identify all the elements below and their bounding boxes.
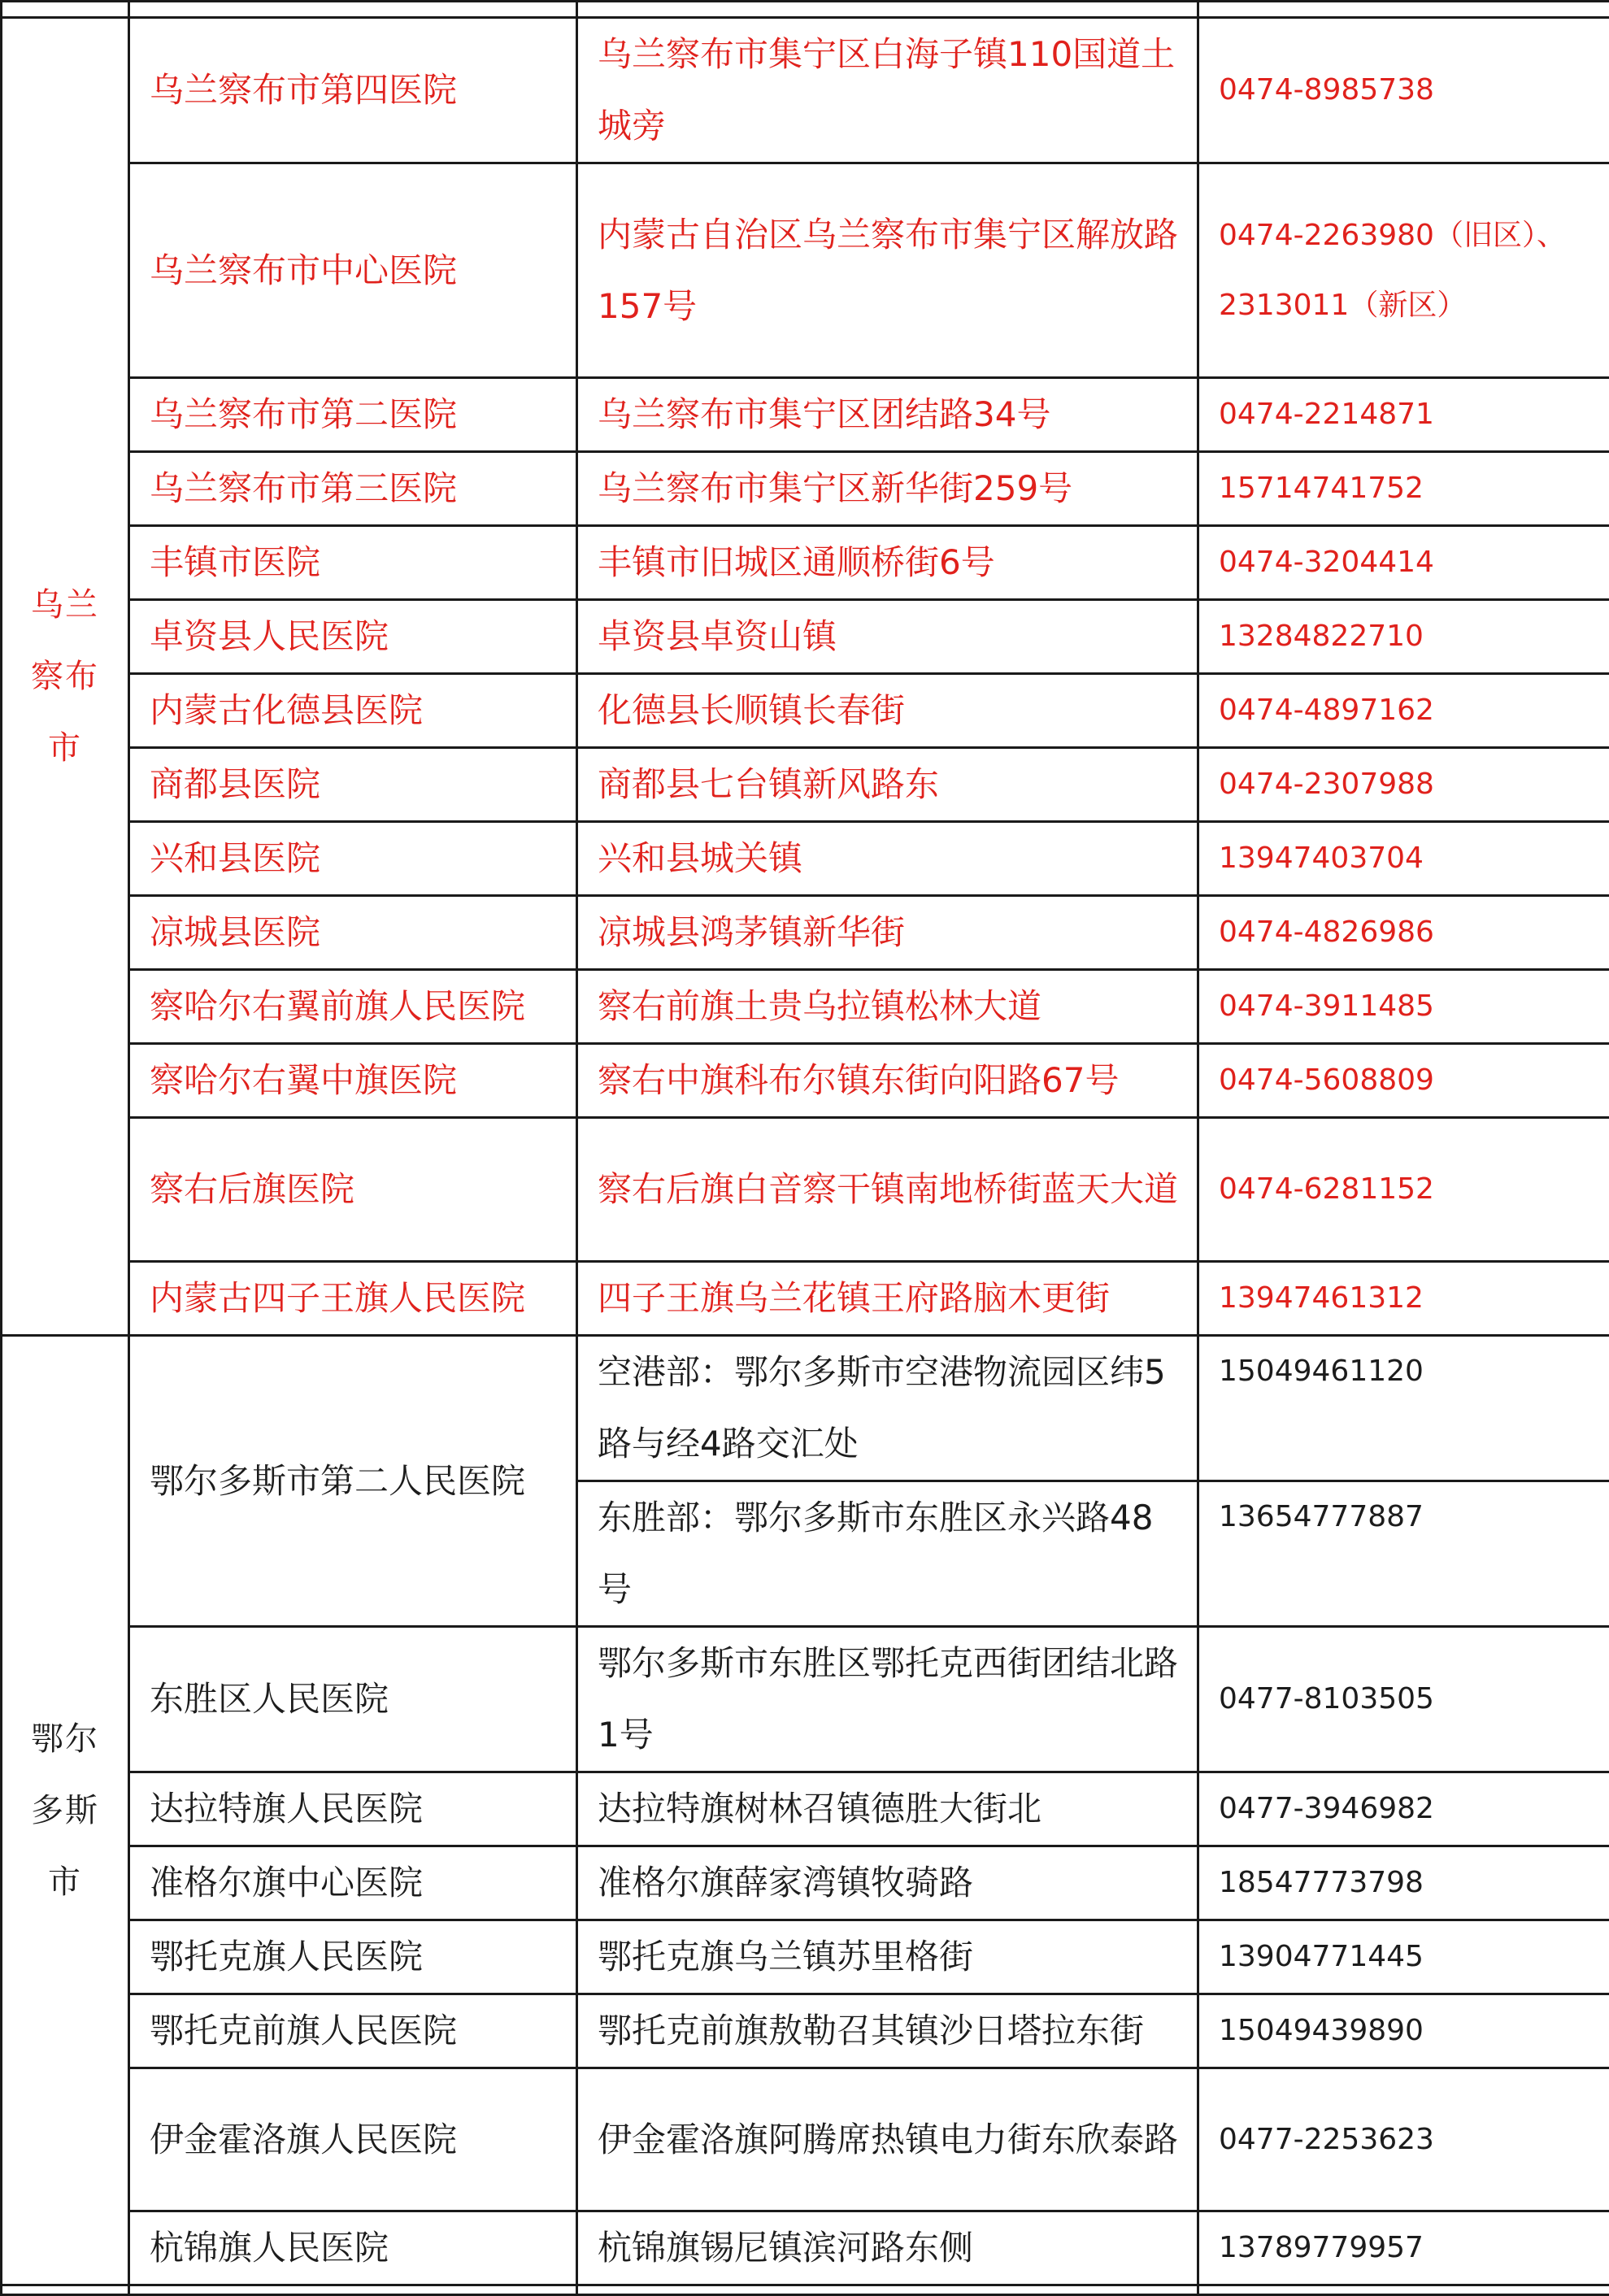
table-row — [2, 1627, 1609, 1772]
hospital-phone: 0474-4826986 — [1198, 896, 1609, 970]
hospital-address: 鄂尔多斯市东胜区鄂托克西街团结北路1号 — [577, 1627, 1198, 1772]
hospital-name: 丰镇市医院 — [129, 526, 577, 600]
hospital-address: 化德县长顺镇长春街 — [577, 674, 1198, 748]
hospital-name: 鄂尔多斯市第二人民医院 — [129, 1336, 577, 1627]
hospital-name: 内蒙古四子王旗人民医院 — [129, 1262, 577, 1336]
hospital-address: 商都县七台镇新风路东 — [577, 748, 1198, 822]
hospital-phone: 0474-8985738 — [1198, 18, 1609, 163]
hospital-phone: 0474-5608809 — [1198, 1044, 1609, 1118]
edge-cell — [1198, 2285, 1609, 2295]
hospital-address: 丰镇市旧城区通顺桥街6号 — [577, 526, 1198, 600]
table-row — [2, 970, 1609, 1044]
hospital-address: 察右前旗土贵乌拉镇松林大道 — [577, 970, 1198, 1044]
hospital-address: 凉城县鸿茅镇新华街 — [577, 896, 1198, 970]
hospital-phone: 15714741752 — [1198, 452, 1609, 526]
city-cell — [2, 18, 129, 1336]
hospital-phone: 13947403704 — [1198, 822, 1609, 896]
table-row — [2, 1336, 1609, 1481]
hospital-name: 察右后旗医院 — [129, 1118, 577, 1262]
hospital-phone: 13947461312 — [1198, 1262, 1609, 1336]
city-cell — [2, 1336, 129, 2285]
table-row-top-edge — [2, 2, 1609, 18]
hospital-phone: 15049439890 — [1198, 1994, 1609, 2068]
table-row — [2, 2211, 1609, 2285]
table-row — [2, 1772, 1609, 1846]
hospital-phone: 0477-3946982 — [1198, 1772, 1609, 1846]
hospital-phone: 0474-4897162 — [1198, 674, 1609, 748]
table-row — [2, 526, 1609, 600]
table-row — [2, 452, 1609, 526]
hospital-name: 兴和县医院 — [129, 822, 577, 896]
table-row — [2, 1262, 1609, 1336]
hospital-address: 空港部：鄂尔多斯市空港物流园区纬5路与经4路交汇处 — [577, 1336, 1198, 1481]
hospital-table-body — [2, 2, 1609, 2295]
hospital-name: 乌兰察布市第三医院 — [129, 452, 577, 526]
hospital-name: 察哈尔右翼中旗医院 — [129, 1044, 577, 1118]
hospital-address: 乌兰察布市集宁区团结路34号 — [577, 378, 1198, 452]
city-name: 鄂尔多斯市 — [29, 1703, 101, 1918]
table-row — [2, 2068, 1609, 2211]
hospital-phone: 15049461120 — [1198, 1336, 1609, 1481]
hospital-address: 鄂托克前旗敖勒召其镇沙日塔拉东街 — [577, 1994, 1198, 2068]
hospital-address: 达拉特旗树林召镇德胜大街北 — [577, 1772, 1198, 1846]
table-row — [2, 1846, 1609, 1920]
hospital-name: 乌兰察布市中心医院 — [129, 163, 577, 378]
hospital-phone: 0474-6281152 — [1198, 1118, 1609, 1262]
hospital-name: 鄂托克前旗人民医院 — [129, 1994, 577, 2068]
edge-cell — [577, 2, 1198, 18]
hospital-name: 卓资县人民医院 — [129, 600, 577, 674]
hospital-phone: 0474-2263980（旧区）、2313011（新区） — [1198, 163, 1609, 378]
hospital-phone: 0477-2253623 — [1198, 2068, 1609, 2211]
table-row — [2, 896, 1609, 970]
table-row-bottom-edge — [2, 2285, 1609, 2295]
hospital-name: 内蒙古化德县医院 — [129, 674, 577, 748]
hospital-address: 察右后旗白音察干镇南地桥街蓝天大道 — [577, 1118, 1198, 1262]
hospital-phone: 13789779957 — [1198, 2211, 1609, 2285]
hospital-phone: 13654777887 — [1198, 1481, 1609, 1627]
city-name: 乌兰察布市 — [29, 569, 101, 784]
table-row — [2, 163, 1609, 378]
edge-cell — [129, 2, 577, 18]
hospital-address: 鄂托克旗乌兰镇苏里格街 — [577, 1920, 1198, 1994]
hospital-address: 乌兰察布市集宁区白海子镇110国道土城旁 — [577, 18, 1198, 163]
hospital-name: 乌兰察布市第二医院 — [129, 378, 577, 452]
table-row — [2, 378, 1609, 452]
hospital-name: 杭锦旗人民医院 — [129, 2211, 577, 2285]
hospital-phone: 0474-2307988 — [1198, 748, 1609, 822]
table-row — [2, 1994, 1609, 2068]
hospital-address: 乌兰察布市集宁区新华街259号 — [577, 452, 1198, 526]
hospital-address: 四子王旗乌兰花镇王府路脑木更街 — [577, 1262, 1198, 1336]
hospital-name: 东胜区人民医院 — [129, 1627, 577, 1772]
hospital-name: 达拉特旗人民医院 — [129, 1772, 577, 1846]
hospital-phone: 0474-3204414 — [1198, 526, 1609, 600]
hospital-address: 准格尔旗薛家湾镇牧骑路 — [577, 1846, 1198, 1920]
table-row — [2, 748, 1609, 822]
hospital-address: 东胜部：鄂尔多斯市东胜区永兴路48号 — [577, 1481, 1198, 1627]
table-row — [2, 1920, 1609, 1994]
hospital-name: 伊金霍洛旗人民医院 — [129, 2068, 577, 2211]
edge-cell — [577, 2285, 1198, 2295]
hospital-phone: 0477-8103505 — [1198, 1627, 1609, 1772]
hospital-phone: 18547773798 — [1198, 1846, 1609, 1920]
edge-cell — [2, 2285, 129, 2295]
edge-cell — [129, 2285, 577, 2295]
hospital-name: 乌兰察布市第四医院 — [129, 18, 577, 163]
table-row — [2, 674, 1609, 748]
hospital-address: 伊金霍洛旗阿腾席热镇电力街东欣泰路 — [577, 2068, 1198, 2211]
hospital-address: 内蒙古自治区乌兰察布市集宁区解放路157号 — [577, 163, 1198, 378]
hospital-address: 卓资县卓资山镇 — [577, 600, 1198, 674]
hospital-address: 察右中旗科布尔镇东街向阳路67号 — [577, 1044, 1198, 1118]
hospital-phone: 13904771445 — [1198, 1920, 1609, 1994]
table-row — [2, 18, 1609, 163]
hospital-address: 杭锦旗锡尼镇滨河路东侧 — [577, 2211, 1198, 2285]
hospital-name: 鄂托克旗人民医院 — [129, 1920, 577, 1994]
table-row — [2, 600, 1609, 674]
hospital-name: 凉城县医院 — [129, 896, 577, 970]
hospital-name: 准格尔旗中心医院 — [129, 1846, 577, 1920]
hospital-address: 兴和县城关镇 — [577, 822, 1198, 896]
hospital-phone: 13284822710 — [1198, 600, 1609, 674]
edge-cell — [2, 2, 129, 18]
hospital-phone: 0474-2214871 — [1198, 378, 1609, 452]
hospital-name: 商都县医院 — [129, 748, 577, 822]
hospital-phone: 0474-3911485 — [1198, 970, 1609, 1044]
table-row — [2, 1118, 1609, 1262]
table-row — [2, 822, 1609, 896]
edge-cell — [1198, 2, 1609, 18]
hospital-name: 察哈尔右翼前旗人民医院 — [129, 970, 577, 1044]
table-row — [2, 1044, 1609, 1118]
